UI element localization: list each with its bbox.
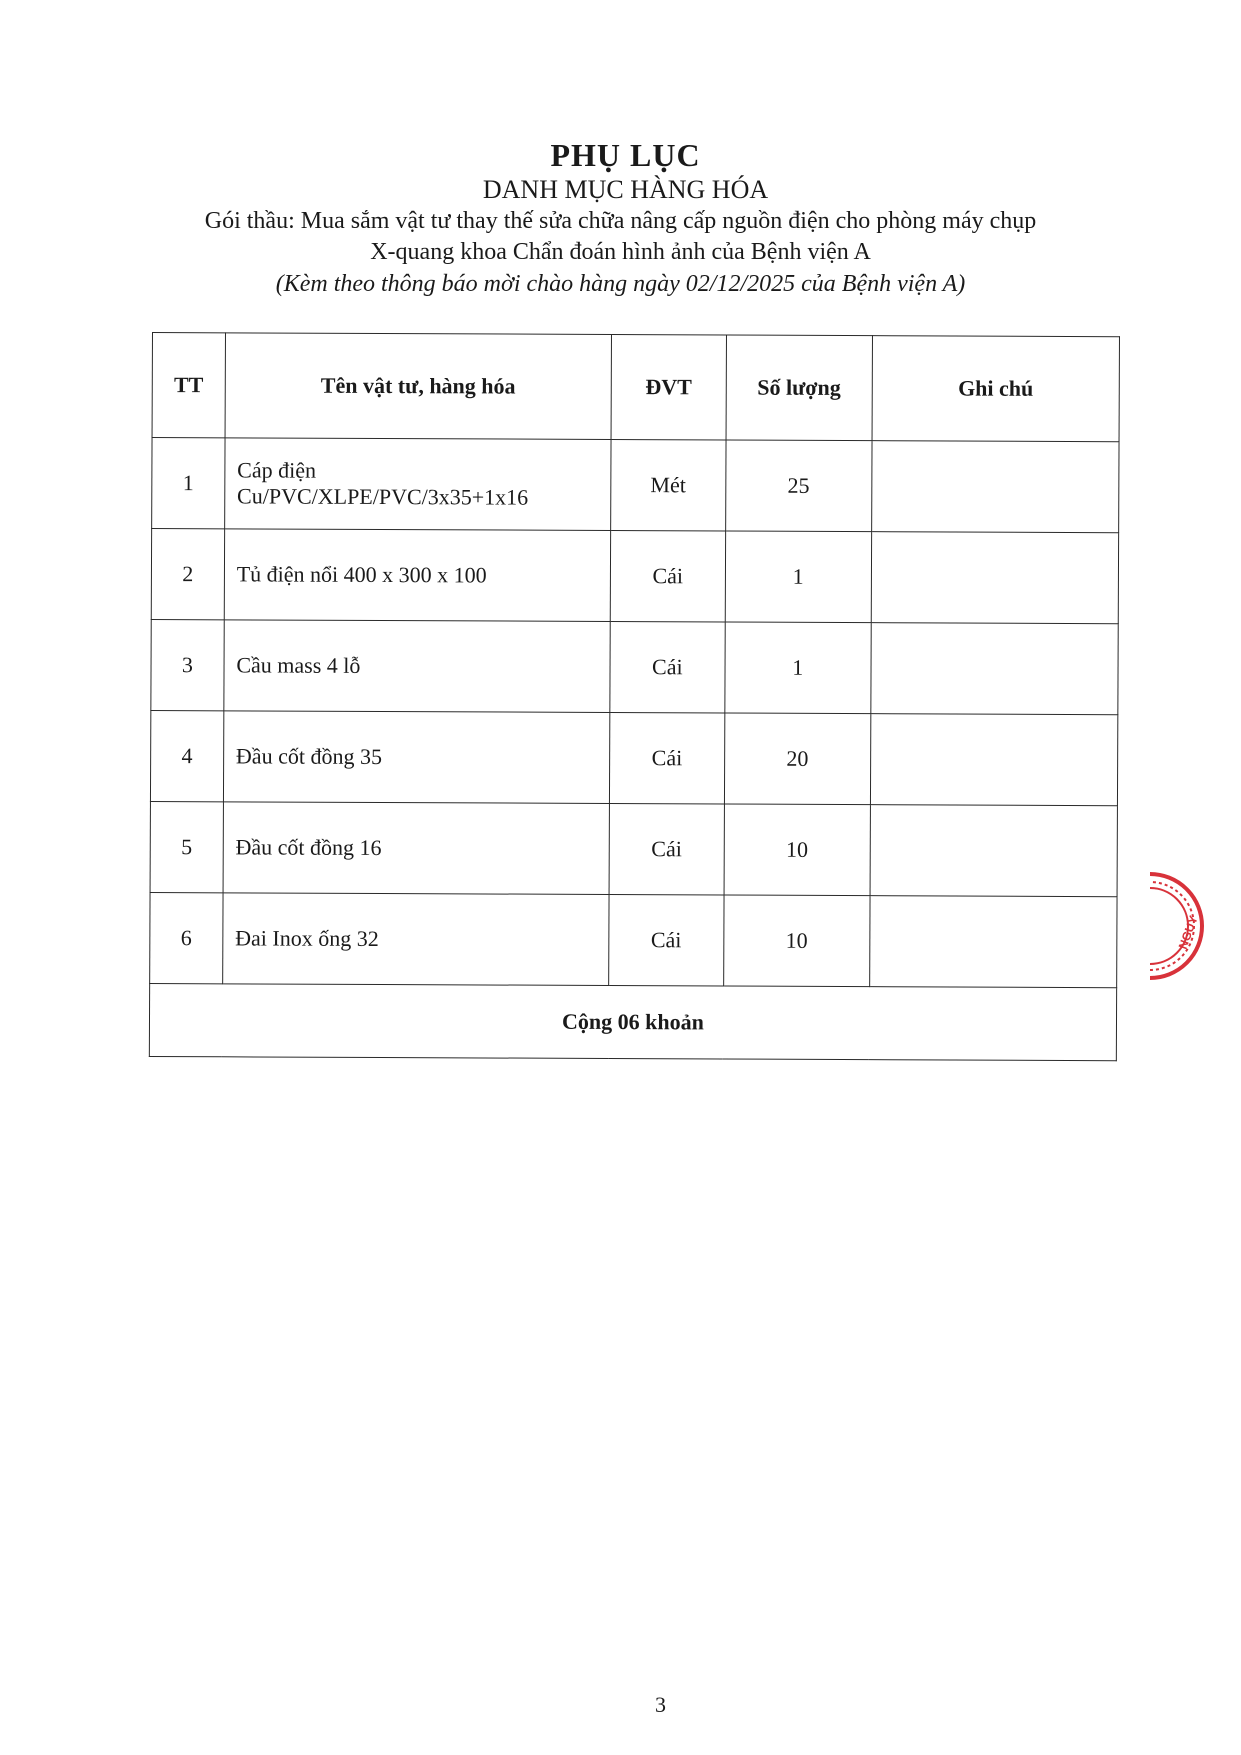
row-unit: Cái	[610, 531, 725, 622]
row-unit: Cái	[610, 713, 725, 804]
package-description-line2: X-quang khoa Chẩn đoán hình ảnh của Bệnh viện A	[370, 239, 871, 265]
header-name: Tên vật tư, hàng hóa	[225, 333, 612, 440]
document-title: PHỤ LỤC	[550, 137, 701, 173]
row-unit: Cái	[609, 804, 724, 895]
table-total-row	[149, 983, 1116, 1060]
row-item-name-line1: Cáp điện	[237, 457, 317, 483]
row-item-name: Đai Inox ống 32	[222, 893, 609, 986]
row-index: 5	[150, 801, 223, 892]
table-row	[151, 529, 1118, 624]
row-item-name: Đầu cốt đồng 35	[223, 711, 610, 804]
row-note	[870, 714, 1117, 806]
attachment-note: (Kèm theo thông báo mời chào hàng ngày 02/12/2025 của Bệnh viện A)	[275, 271, 966, 297]
red-seal-stamp-icon	[1150, 846, 1241, 1006]
header-note: Ghi chú	[872, 336, 1120, 442]
row-note	[871, 532, 1118, 624]
row-index: 4	[150, 710, 223, 801]
row-item-name-line2: Cu/PVC/XLPE/PVC/3x35+1x16	[237, 483, 529, 510]
row-index: 1	[152, 438, 225, 529]
row-item-name: Cầu mass 4 lỗ	[224, 620, 611, 713]
document-subtitle: DANH MỤC HÀNG HÓA	[482, 175, 769, 204]
row-unit: Cái	[609, 894, 724, 985]
page-number: 3	[655, 1692, 666, 1717]
row-note	[870, 805, 1117, 897]
row-unit: Mét	[611, 440, 726, 531]
row-index: 2	[151, 529, 224, 620]
stamp-text: NGUY	[1175, 913, 1201, 952]
row-item-name: Tủ điện nổi 400 x 300 x 100	[224, 529, 611, 622]
row-quantity: 10	[724, 804, 871, 896]
row-quantity: 25	[725, 440, 872, 532]
table-row	[152, 438, 1119, 533]
table-row	[150, 892, 1117, 987]
table-header-row	[152, 333, 1119, 442]
row-item-name: Đầu cốt đồng 16	[223, 802, 610, 895]
header-quantity: Số lượng	[726, 335, 873, 441]
row-note	[870, 896, 1117, 988]
row-quantity: 20	[724, 713, 871, 805]
row-index: 3	[151, 619, 224, 710]
row-quantity: 10	[723, 895, 870, 987]
goods-table	[149, 332, 1120, 1061]
row-note	[872, 441, 1119, 533]
package-description-line1: Gói thầu: Mua sắm vật tư thay thế sửa chữa nâng cấp nguồn điện cho phòng máy chụp	[204, 208, 1037, 234]
row-note	[871, 623, 1118, 715]
row-index: 6	[150, 892, 223, 983]
row-item-name	[224, 438, 611, 531]
table-row	[151, 619, 1118, 714]
header-tt: TT	[152, 333, 225, 438]
header-unit: ĐVT	[611, 335, 726, 440]
table-row	[150, 801, 1117, 896]
total-count: Cộng 06 khoản	[149, 983, 1116, 1060]
table-row	[150, 710, 1117, 805]
row-unit: Cái	[610, 622, 725, 713]
row-quantity: 1	[724, 622, 871, 714]
document-header	[0, 136, 1241, 300]
row-quantity: 1	[725, 531, 872, 623]
